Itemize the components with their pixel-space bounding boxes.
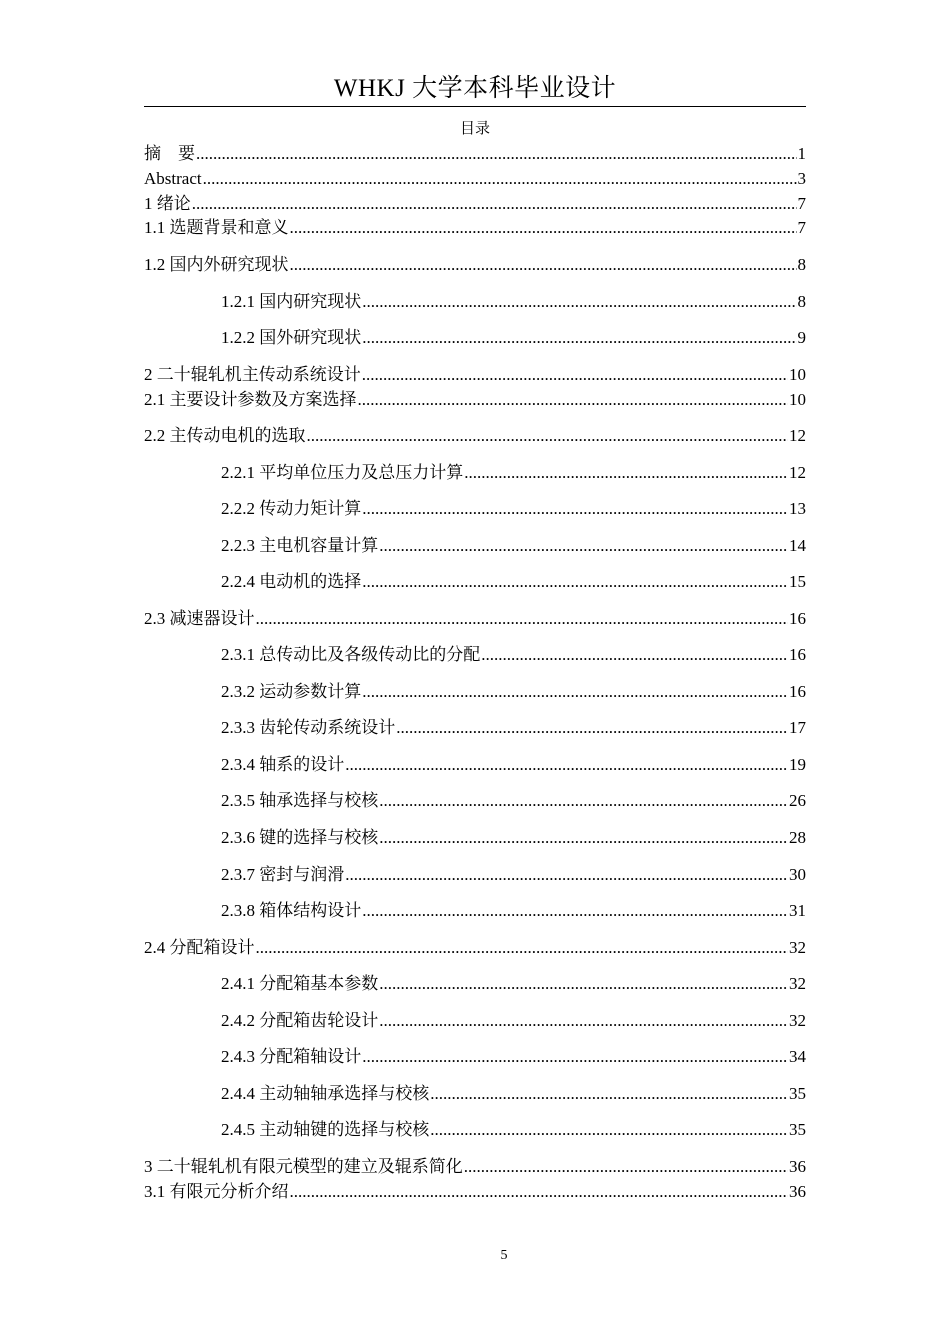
dot-leader [203,167,797,191]
toc-entry-title: 2.2 主传动电机的选取 [144,426,306,445]
toc-entry[interactable] [144,424,806,448]
toc-entry[interactable] [144,936,806,960]
toc-entry-page: 32 [789,1011,806,1030]
dot-leader [345,753,788,777]
toc-entry-title: 2.2.4 电动机的选择 [221,572,362,591]
toc-entry-title: 2.3.2 运动参数计算 [221,682,362,701]
dot-leader [362,290,796,314]
dot-leader [345,863,788,887]
toc-entry-title: 2.4.5 主动轴键的选择与校核 [221,1120,430,1139]
toc-entry-page: 16 [789,609,806,628]
toc-entry[interactable] [221,826,806,850]
dot-leader [379,972,788,996]
dot-leader [464,461,788,485]
dot-leader [358,388,789,412]
document-header-title: WHKJ 大学本科毕业设计 [333,75,617,102]
toc-entry-title: 2.3.6 键的选择与校核 [221,828,379,847]
toc-entry-page: 16 [789,645,806,664]
toc-entry[interactable] [221,716,806,740]
dot-leader [362,363,788,387]
toc-entry[interactable] [221,326,806,350]
toc-entry-title: 2.3 减速器设计 [144,609,255,628]
toc-entry-page: 32 [789,938,806,957]
toc-entry-page: 35 [789,1120,806,1139]
toc-entry-page: 3 [797,169,806,188]
dot-leader [192,192,797,216]
dot-leader [290,1180,789,1204]
toc-entry-page: 19 [789,755,806,774]
toc-entry-title: 2.3.7 密封与润滑 [221,865,345,884]
toc-entry-page: 32 [789,974,806,993]
dot-leader [362,1045,788,1069]
toc-entry-page: 36 [789,1182,806,1201]
toc-entry-title: 1.2.2 国外研究现状 [221,328,362,347]
toc-entry-title: 2.2.3 主电机容量计算 [221,536,379,555]
toc-entry-page: 12 [789,426,806,445]
toc-entry-title: 1.1 选题背景和意义 [144,218,289,237]
toc-entry[interactable] [144,388,806,412]
toc-entry-page: 36 [789,1157,806,1176]
dot-leader [430,1082,788,1106]
toc-entry-title: 2.3.4 轴系的设计 [221,755,345,774]
toc-entry[interactable] [221,899,806,923]
dot-leader [379,826,788,850]
dot-leader [362,497,788,521]
toc-entry-page: 8 [797,255,806,274]
dot-leader [290,253,797,277]
toc-entry-title: 3.1 有限元分析介绍 [144,1182,289,1201]
toc-entry[interactable] [221,461,806,485]
toc-entry[interactable] [221,1082,806,1106]
toc-entry[interactable] [144,167,806,191]
toc-entry[interactable] [144,363,806,387]
toc-heading: 目录 [459,121,490,137]
dot-leader [196,142,797,166]
toc-entry[interactable] [144,1155,806,1179]
dot-leader [379,789,788,813]
toc-entry-title: 2.4 分配箱设计 [144,938,255,957]
dot-leader [379,1009,788,1033]
toc-entry[interactable] [144,142,806,166]
toc-entry[interactable] [221,789,806,813]
toc-entry-title: 2.3.1 总传动比及各级传动比的分配 [221,645,481,664]
toc-entry-page: 14 [789,536,806,555]
toc-entry[interactable] [221,290,806,314]
toc-entry-page: 13 [789,499,806,518]
toc-entry-page: 16 [789,682,806,701]
toc-entry-page: 7 [797,218,806,237]
toc-entry-title: 2.2.2 传动力矩计算 [221,499,362,518]
dot-leader [464,1155,788,1179]
toc-entry[interactable] [144,192,806,216]
toc-entry-title: 2.4.1 分配箱基本参数 [221,974,379,993]
toc-entry[interactable] [144,607,806,631]
toc-entry-title: 2.3.8 箱体结构设计 [221,901,362,920]
toc-entry-page: 34 [789,1047,806,1066]
dot-leader [362,570,788,594]
toc-entry-page: 8 [797,292,806,311]
dot-leader [362,899,788,923]
toc-entry-page: 10 [789,390,806,409]
dot-leader [307,424,789,448]
toc-entry-title: 2.3.3 齿轮传动系统设计 [221,718,396,737]
dot-leader [362,326,796,350]
toc-entry-page: 31 [789,901,806,920]
toc-entry[interactable] [221,1045,806,1069]
toc-entry-page: 9 [797,328,806,347]
toc-entry-title: 2.2.1 平均单位压力及总压力计算 [221,463,464,482]
toc-entry-title: 2.4.3 分配箱轴设计 [221,1047,362,1066]
toc-entry-title: 3 二十辊轧机有限元模型的建立及辊系简化 [144,1157,463,1176]
toc-entry[interactable] [221,534,806,558]
toc-entry-page: 12 [789,463,806,482]
toc-entry[interactable] [221,863,806,887]
dot-leader [379,534,788,558]
dot-leader [256,607,789,631]
toc-entry[interactable] [221,570,806,594]
dot-leader [396,716,788,740]
toc-entry[interactable] [221,680,806,704]
dot-leader [362,680,788,704]
toc-entry-page: 1 [797,144,806,163]
toc-entry[interactable] [221,1118,806,1142]
toc-entry-page: 28 [789,828,806,847]
toc-entry-page: 30 [789,865,806,884]
toc-entry-title: 2.1 主要设计参数及方案选择 [144,390,357,409]
dot-leader [430,1118,788,1142]
toc-entry-page: 7 [797,194,806,213]
toc-entry[interactable] [144,253,806,277]
toc-entry-title: 摘 要 [144,144,195,163]
toc-entry-page: 10 [789,365,806,384]
toc-entry[interactable] [221,497,806,521]
toc-entry[interactable] [144,1180,806,1204]
toc-entry-title: 1 绪论 [144,194,191,213]
toc-entry-title: 1.2.1 国内研究现状 [221,292,362,311]
toc-entry[interactable] [221,753,806,777]
toc-entry-title: 2.3.5 轴承选择与校核 [221,791,379,810]
toc-entry-title: 2 二十辊轧机主传动系统设计 [144,365,361,384]
dot-leader [290,216,797,240]
dot-leader [256,936,789,960]
toc-entry-page: 35 [789,1084,806,1103]
toc-entry-title: 2.4.2 分配箱齿轮设计 [221,1011,379,1030]
dot-leader [481,643,788,667]
toc-entry-title: Abstract [144,169,202,188]
toc-entry-title: 2.4.4 主动轴轴承选择与校核 [221,1084,430,1103]
toc-entry[interactable] [221,972,806,996]
page-number: 5 [500,1248,508,1263]
toc-entry[interactable] [144,216,806,240]
toc-entry[interactable] [221,1009,806,1033]
toc-entry-page: 15 [789,572,806,591]
toc-entry-page: 17 [789,718,806,737]
toc-entry[interactable] [221,643,806,667]
toc-entry-title: 1.2 国内外研究现状 [144,255,289,274]
toc-entry-page: 26 [789,791,806,810]
